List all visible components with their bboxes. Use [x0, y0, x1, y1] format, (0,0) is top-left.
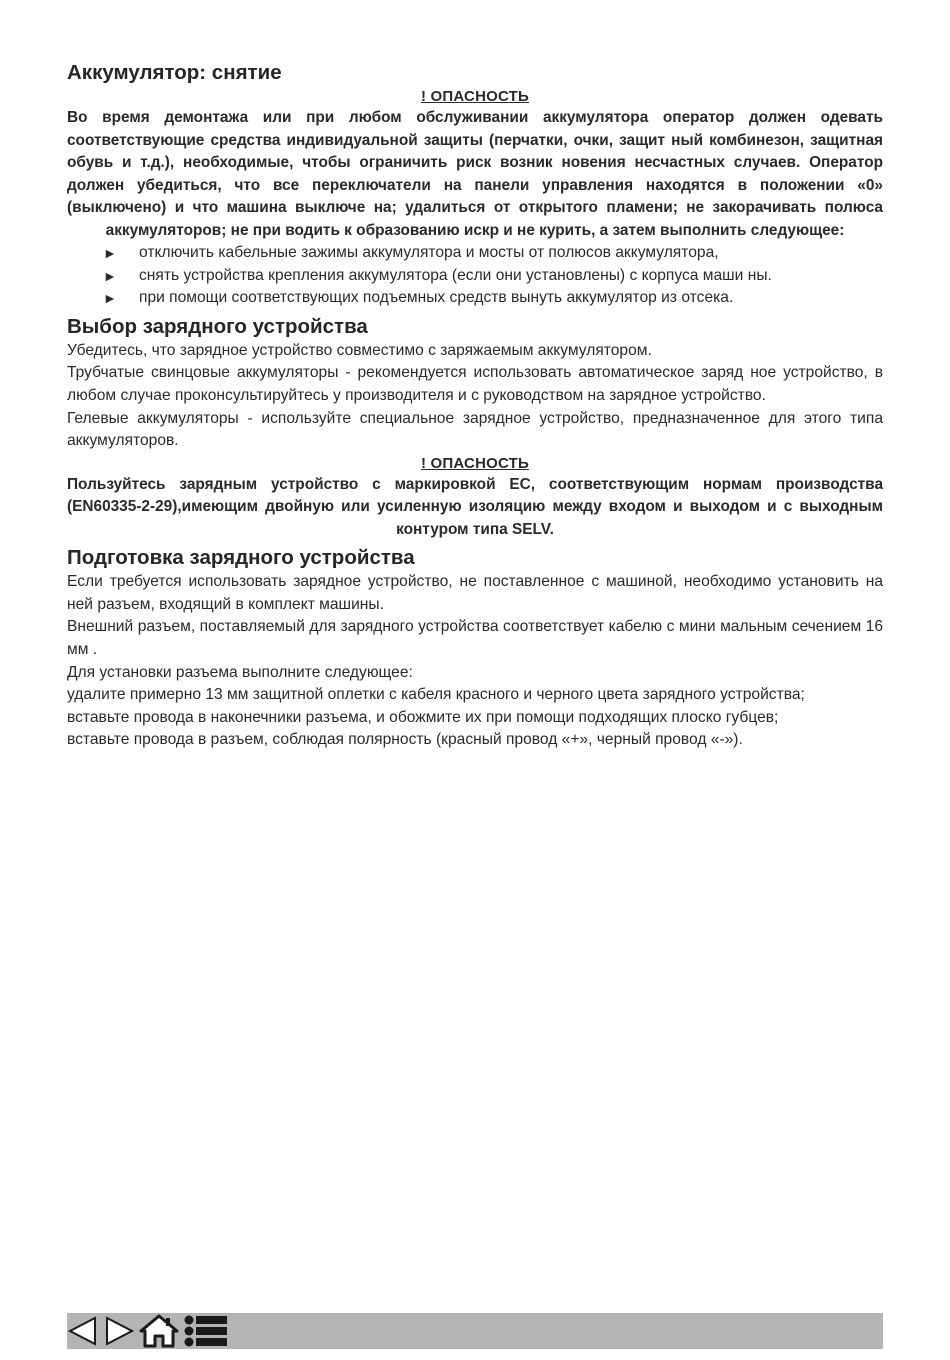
arrow-left-icon[interactable]: [67, 1315, 99, 1347]
warning-text-2: Пользуйтесь зарядным устройство с маркировкой ЕС, соответствующим нормам производства (EN60335-2-29),имеющим двойную или усиленную изоляцию между входом и выходом и с выходным контуром типа SELV.: [67, 475, 883, 538]
arrow-right-icon[interactable]: [103, 1315, 135, 1347]
list-item: [67, 287, 883, 310]
heading-charger-selection: Выбор зарядного устройства: [67, 314, 368, 338]
footer-navigation: [67, 1313, 229, 1349]
bullet-arrow-icon: ►: [103, 290, 117, 307]
paragraph: Для установки разъема выполните следующее:: [67, 663, 413, 681]
paragraph: Гелевые аккумуляторы - используйте специальное зарядное устройство, предназначенное для этого типа аккумуляторов.: [67, 409, 883, 450]
paragraph: Трубчатые свинцовые аккумуляторы - рекомендуется использовать автоматическое заряд ное устройство, в любом случае проконсультируйтесь у производителя и с руководством на зарядное устройство.: [67, 364, 883, 404]
heading-battery-removal: Аккумулятор: снятие: [67, 61, 282, 84]
heading-charger-preparation: Подготовка зарядного устройства: [67, 546, 415, 570]
paragraph: Если требуется использовать зарядное устройство, не поставленное с машиной, необходимо установить на ней разъем, входящий в комплект машины.: [67, 573, 883, 613]
removal-steps-list: [67, 242, 883, 310]
bullet-arrow-icon: ►: [103, 267, 117, 284]
warning-text-1: Во время демонтажа или при любом обслуживании аккумулятора оператор должен одевать соответствующие средства индивидуальной защиты (перчатки, очки, защит ный комбинезон, защитная обувь и т.д.), необходимые, чтобы ограничить риск возник новения несчастных случаев. Оператор должен убедиться, что все переключатели на панели управления находятся в положении «0» (выключено) и что машина выключе на; удалиться от открытого пламени; не закорачивать полюса аккумуляторов; не при водить к образованию искр и не курить, а затем выполнить следующее:: [67, 109, 883, 239]
paragraph: вставьте провода в наконечники разъема, и обожмите их при помощи подходящих плоско губцев;: [67, 708, 779, 726]
page-content: [67, 60, 883, 752]
paragraph: Внешний разъем, поставляемый для зарядного устройства соответствует кабелю с мини мальным сечением 16 мм .: [67, 618, 883, 659]
bullet-arrow-icon: ►: [103, 245, 117, 261]
paragraph: Убедитесь, что зарядное устройство совместимо с заряжаемым аккумулятором.: [67, 341, 652, 359]
step-text: при помощи соответствующих подъемных средств вынуть аккумулятор из отсека.: [139, 289, 734, 307]
list-icon[interactable]: [183, 1314, 229, 1348]
home-icon[interactable]: [139, 1314, 179, 1348]
step-text: снять устройства крепления аккумулятора (если они установлены) с корпуса маши ны.: [139, 266, 772, 284]
list-item: [67, 242, 883, 265]
paragraph: вставьте провода в разъем, соблюдая полярность (красный провод «+», черный провод «-»).: [67, 731, 743, 749]
danger-label-1: ! ОПАСНОСТЬ: [420, 88, 529, 105]
danger-label-2: ! ОПАСНОСТЬ: [420, 454, 529, 472]
paragraph: удалите примерно 13 мм защитной оплетки с кабеля красного и черного цвета зарядного устройства;: [67, 686, 805, 704]
list-item: [67, 265, 883, 288]
step-text: отключить кабельные зажимы аккумулятора и мосты от полюсов аккумулятора,: [139, 244, 719, 261]
